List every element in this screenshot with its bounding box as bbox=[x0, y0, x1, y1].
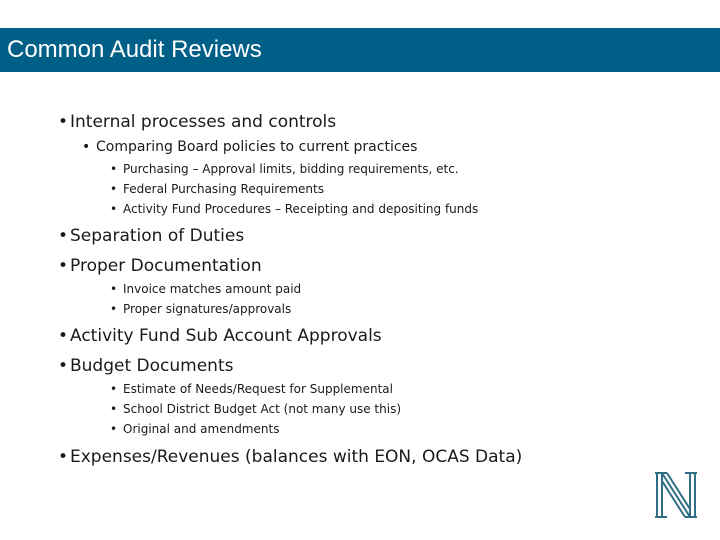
bullet-level3 bbox=[110, 203, 478, 215]
bullet-text: Expenses/Revenues (balances with EON, OCAS Data) bbox=[70, 447, 523, 467]
slide-title: Common Audit Reviews bbox=[7, 36, 262, 63]
bullet-text: Federal Purchasing Requirements bbox=[123, 182, 324, 196]
bullet-level3 bbox=[110, 403, 401, 415]
n-monogram-logo-icon bbox=[653, 471, 699, 519]
bullet-text: Budget Documents bbox=[70, 356, 234, 376]
bullet-level1 bbox=[58, 228, 244, 245]
bullet-level2 bbox=[82, 140, 417, 154]
bullet-level3 bbox=[110, 283, 301, 295]
bullet-text: Invoice matches amount paid bbox=[123, 282, 302, 296]
bullet-level3 bbox=[110, 183, 324, 195]
bullet-level3 bbox=[110, 303, 291, 315]
bullet-icon: • bbox=[58, 256, 69, 276]
bullet-icon: • bbox=[58, 326, 69, 346]
bullet-icon: • bbox=[110, 162, 118, 176]
bullet-level3 bbox=[110, 383, 393, 395]
bullet-level1 bbox=[58, 358, 233, 375]
logo-svg bbox=[653, 471, 699, 519]
bullet-icon: • bbox=[110, 282, 118, 296]
bullet-icon: • bbox=[82, 139, 91, 155]
bullet-level3 bbox=[110, 163, 459, 175]
logo-diagonal-a bbox=[662, 473, 690, 517]
bullet-level1 bbox=[58, 328, 382, 345]
bullet-icon: • bbox=[110, 382, 118, 396]
bullet-icon: • bbox=[58, 112, 69, 132]
bullet-level1 bbox=[58, 258, 262, 275]
bullet-icon: • bbox=[110, 302, 118, 316]
logo-diagonal-b bbox=[667, 473, 690, 509]
bullet-text: Proper signatures/approvals bbox=[123, 302, 292, 316]
bullet-text: Comparing Board policies to current practices bbox=[96, 139, 418, 155]
bullet-icon: • bbox=[110, 202, 118, 216]
bullet-text: Proper Documentation bbox=[70, 256, 262, 276]
bullet-icon: • bbox=[58, 226, 69, 246]
bullet-text: School District Budget Act (not many use this) bbox=[123, 402, 402, 416]
bullet-level3 bbox=[110, 423, 279, 435]
bullet-icon: • bbox=[58, 356, 69, 376]
bullet-icon: • bbox=[110, 402, 118, 416]
bullet-text: Activity Fund Procedures – Receipting and depositing funds bbox=[123, 202, 479, 216]
bullet-icon: • bbox=[58, 447, 69, 467]
bullet-level1 bbox=[58, 449, 522, 466]
bullet-text: Estimate of Needs/Request for Supplemental bbox=[123, 382, 393, 396]
bullet-icon: • bbox=[110, 182, 118, 196]
bullet-icon: • bbox=[110, 422, 118, 436]
bullet-level1 bbox=[58, 114, 336, 131]
bullet-text: Original and amendments bbox=[123, 422, 280, 436]
bullet-text: Separation of Duties bbox=[70, 226, 245, 246]
bullet-text: Purchasing – Approval limits, bidding requirements, etc. bbox=[123, 162, 459, 176]
bullet-text: Internal processes and controls bbox=[70, 112, 337, 132]
logo-diagonal-c bbox=[662, 481, 685, 517]
bullet-text: Activity Fund Sub Account Approvals bbox=[70, 326, 382, 346]
